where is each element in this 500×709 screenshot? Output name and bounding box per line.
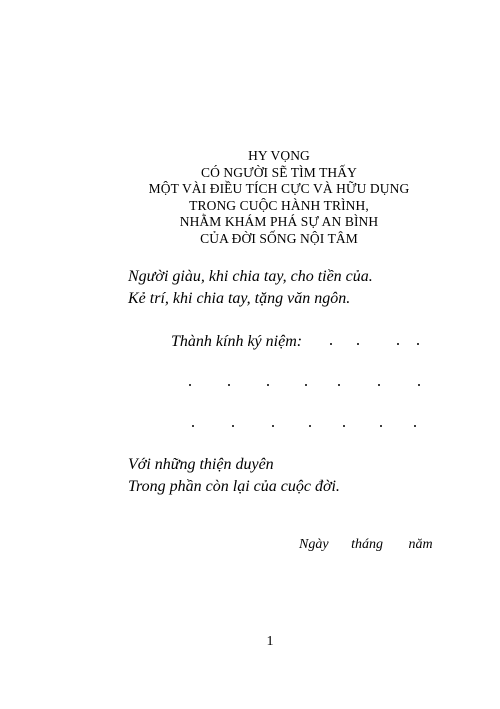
dots-row-3	[0, 425, 500, 437]
header-line-4: TRONG CUỘC HÀNH TRÌNH,	[189, 197, 369, 213]
dedication-header	[0, 148, 500, 248]
dot	[343, 425, 345, 427]
header-line-3: MỘT VÀI ĐIỀU TÍCH CỰC VÀ HỮU DỤNG	[148, 181, 410, 197]
dot	[380, 425, 382, 427]
dot	[189, 384, 191, 386]
dot	[338, 384, 340, 386]
dot	[417, 343, 419, 345]
date-year-label: năm	[408, 537, 433, 552]
page-number: 1	[266, 634, 274, 649]
wishes-block	[128, 454, 340, 498]
date-line	[299, 537, 433, 553]
dot	[378, 384, 380, 386]
quote-line-1: Người giàu, khi chia tay, cho tiền của.	[128, 268, 373, 285]
dots-row-1	[0, 343, 500, 355]
date-day-label: Ngày	[299, 537, 329, 552]
dot	[192, 425, 194, 427]
dot	[309, 425, 311, 427]
header-line-5: NHẰM KHÁM PHÁ SỰ AN BÌNH	[179, 214, 379, 230]
wishes-line-2: Trong phần còn lại của cuộc đời.	[128, 478, 340, 495]
header-line-2: CÓ NGƯỜI SẼ TÌM THẤY	[201, 164, 357, 180]
header-line-1: HY VỌNG	[248, 148, 310, 163]
quote-line-2: Kẻ trí, khi chia tay, tặng văn ngôn.	[128, 290, 351, 307]
dot	[418, 384, 420, 386]
dot	[330, 343, 332, 345]
dot	[397, 343, 399, 345]
dot	[414, 425, 416, 427]
dot	[272, 425, 274, 427]
wishes-line-1: Với những thiện duyên	[128, 456, 274, 473]
dedication-label: Thành kính ký niệm:	[171, 333, 303, 350]
dot	[267, 384, 269, 386]
date-month-label: tháng	[351, 537, 383, 552]
dot	[228, 384, 230, 386]
dot	[232, 425, 234, 427]
dots-row-2	[0, 384, 500, 396]
header-line-6: CỦA ĐỜI SỐNG NỘI TÂM	[200, 230, 358, 246]
dot	[305, 384, 307, 386]
dot	[357, 343, 359, 345]
